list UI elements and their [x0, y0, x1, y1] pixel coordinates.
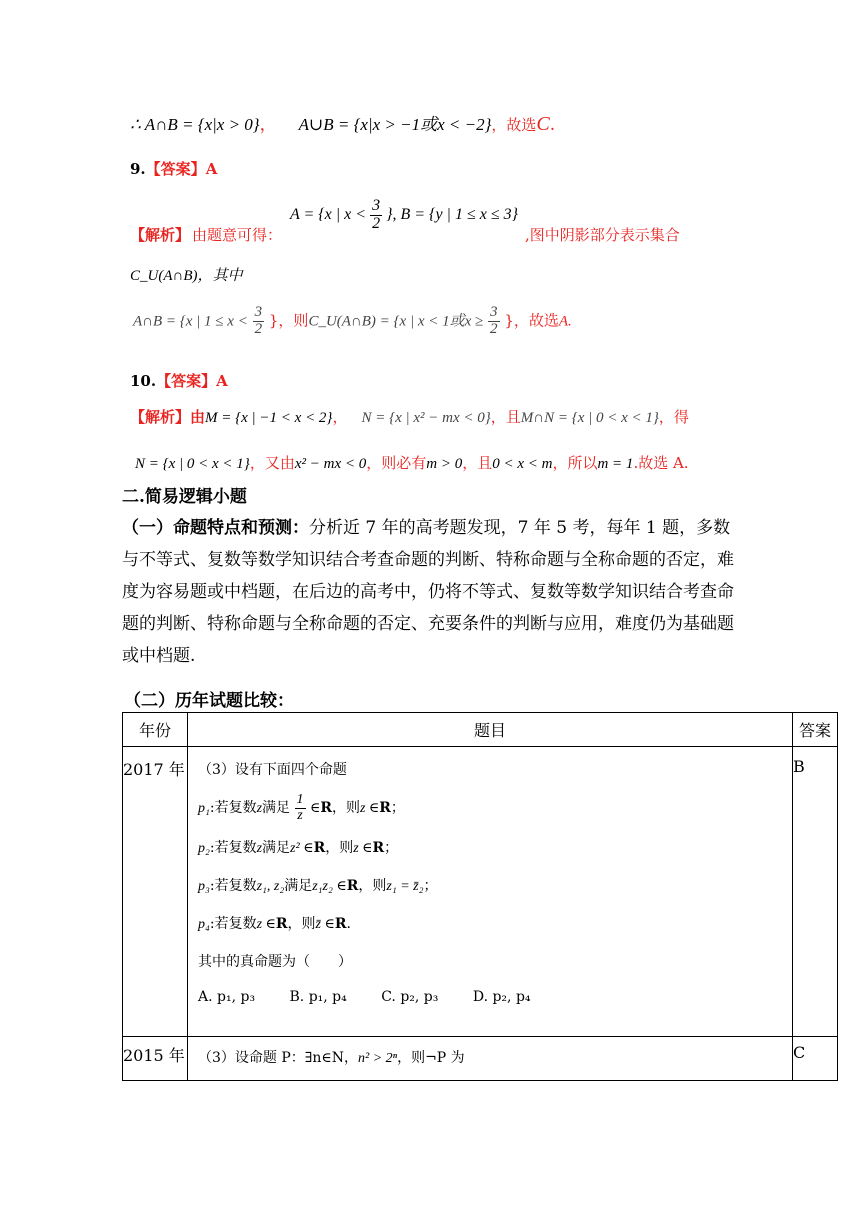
option-c: C. p₂, p₃: [381, 989, 439, 1006]
header-answer: 答案: [793, 713, 838, 747]
prop-p1: [198, 793, 782, 823]
q10-intersection: M∩N = {x | 0 < x < 1}: [520, 410, 659, 426]
q9-set-a: A = {x | x <: [290, 205, 367, 223]
q10-also: ，又由: [249, 454, 295, 472]
option-d: D. p₂, p₄: [472, 989, 531, 1006]
table-row: [123, 1037, 838, 1081]
p3-label: p₃: [198, 879, 210, 895]
q10-and2: ，且: [462, 454, 493, 472]
subsection-2-label: （二）历年试题比较：: [124, 691, 294, 711]
option-b: B. p₁, p₄: [289, 989, 347, 1006]
q9-line3-frac2-num: 3: [490, 304, 498, 320]
p2-R: R: [313, 840, 326, 857]
p3-text: :若复数: [209, 878, 257, 895]
p3-end: ；: [423, 878, 438, 895]
p1-end: ；: [390, 800, 405, 817]
p1-frac-num: 1: [296, 792, 304, 807]
p2-text: :若复数: [209, 840, 257, 857]
q10-set-m: M = {x | −1 < x < 2}: [205, 410, 333, 426]
p4-then: ，则: [287, 916, 316, 933]
table-header-row: [123, 713, 838, 747]
row-year: 2017 年: [123, 747, 188, 1037]
q9-complement: C_U(A∩B)，其中: [130, 268, 243, 284]
row-answer: C: [793, 1037, 838, 1081]
p2-R2: R: [372, 840, 385, 857]
p1-text: :若复数: [209, 800, 257, 817]
q9-choice: A.: [558, 313, 572, 330]
q10-line1: [130, 406, 689, 427]
q2015-expr: n² > 2ⁿ: [358, 1051, 398, 1066]
p1-z: z: [256, 801, 263, 817]
q10-number: 10.: [130, 372, 157, 390]
intersection-expr: ∴ A∩B = {x|x > 0}: [130, 115, 260, 134]
p3-concl: z₁ = z̄₂: [386, 879, 424, 895]
table-row: [123, 747, 838, 1037]
q9-intersection: A∩B = {x | 1 ≤ x <: [133, 313, 248, 330]
q9-answer: A: [205, 160, 218, 178]
union-expr: A∪B = {x|x > −1或x < −2}: [298, 115, 492, 134]
choice-letter: C: [536, 113, 550, 135]
row-year: 2015 年: [123, 1037, 188, 1081]
p1-frac-den: z: [297, 807, 303, 823]
p2-end: ；: [384, 840, 399, 857]
q9-frac-num: 3: [372, 197, 381, 214]
q10-range: 0 < x < m: [492, 456, 553, 472]
p4-R2: R: [334, 916, 347, 933]
q10-n-result: N = {x | 0 < x < 1}: [135, 456, 250, 472]
p2-mid: 满足: [262, 840, 291, 857]
q9-set-b: }, B = {y | 1 ≤ x ≤ 3}: [386, 205, 519, 223]
p4-R: R: [275, 916, 288, 933]
p1-frac: [295, 793, 306, 823]
p2-label: p₂: [198, 841, 210, 857]
header-question: 题目: [188, 713, 793, 747]
header-year: 年份: [123, 713, 188, 747]
subsection-1-text: 分析近 7 年的高考题发现，7 年 5 考，每年 1 题，多数与不等式、复数等数学知识结合考查命题的判断、特称命题与全称命题的否定，难度为容易题或中档题，在后边的高考中，仍将不等式、复数等数学知识结合考查命题的判断、特称命题与全称命题的否定、充要条件的判断与应用，难度仍为基础题或中档题.: [122, 518, 734, 666]
q10-m-val: m = 1: [597, 456, 634, 472]
p4-concl: z̄ ∈: [315, 917, 335, 933]
q9-analysis-lead: 由题意可得：: [192, 226, 283, 244]
q9-then: }，则: [268, 311, 309, 330]
p4-label: p₄: [198, 917, 210, 933]
q9-frac: [370, 198, 382, 233]
q10-line2: [135, 452, 689, 473]
q10-and: ，且: [490, 408, 521, 426]
q9-line3-frac-den: 2: [254, 320, 263, 337]
p1-concl: z ∈: [359, 801, 380, 817]
p1-R2: R: [379, 800, 391, 817]
p1-mid: 满足: [262, 800, 291, 817]
q9-choice-lead: }，故选: [504, 311, 559, 330]
p1-R: R: [320, 800, 332, 817]
history-table: [122, 712, 838, 1081]
q10-choice: .故选 A.: [633, 454, 689, 472]
separator: ，: [259, 115, 277, 135]
q10-ineq: x² − mx < 0: [294, 456, 367, 472]
q-intro: （3）设有下面四个命题: [198, 762, 347, 778]
q9-line3-frac2: [488, 305, 500, 338]
choice-lead: ，故选: [491, 116, 537, 134]
q9-line3: [133, 305, 572, 338]
p4-end: .: [346, 916, 351, 933]
row-answer: B: [793, 747, 838, 1037]
q9-line3-frac: [253, 305, 265, 338]
p3-then: ，则: [358, 878, 387, 895]
p3-R: R: [346, 878, 359, 895]
p1-then: ，则: [331, 800, 360, 817]
q10-answer-tag: 【答案】: [156, 372, 217, 390]
row-question: [188, 747, 793, 1037]
q9-analysis-tag: 【解析】: [130, 226, 191, 244]
q9-answer-tag: 【答案】: [145, 160, 206, 178]
option-a: A. p₁, p₃: [198, 989, 256, 1006]
section-heading: 二.简易逻辑小题: [122, 487, 247, 507]
p4-text: :若复数: [209, 916, 257, 933]
p2-concl: z ∈: [353, 841, 373, 857]
p2-then: ，则: [325, 840, 354, 857]
q2015-text-b: ，则¬P 为: [397, 1050, 465, 1066]
q10-so: ，所以: [552, 454, 598, 472]
q9-set-expr: [290, 198, 518, 233]
q2015-text-a: （3）设命题 P：∃n∈N，: [198, 1050, 359, 1066]
q-ask: 其中的真命题为（ ）: [198, 954, 352, 971]
q9-complement-result: C_U(A∩B) = {x | x < 1或x ≥: [308, 313, 484, 330]
q9-frac-den: 2: [372, 214, 381, 232]
q10-sep: ，: [332, 408, 348, 426]
q10-get: ，得: [658, 408, 689, 426]
prev-line: [130, 110, 555, 136]
subsection-1-label: （一）命题特点和预测：: [122, 518, 309, 538]
q9-number: 9.: [130, 160, 146, 178]
q10-analysis-lead: 【解析】由: [130, 408, 206, 426]
p3-z: z₁, z₂: [256, 879, 285, 895]
q9-answer-line: [130, 158, 217, 179]
p3-expr: z₁z₂ ∈: [312, 879, 347, 895]
q10-m-pos: m > 0: [426, 456, 463, 472]
prop-p4: [198, 913, 782, 933]
row-question: [188, 1037, 793, 1081]
p3-mid: 满足: [284, 878, 313, 895]
q9-line3-frac-num: 3: [254, 304, 263, 320]
p4-expr: z ∈: [256, 917, 276, 933]
q10-answer: A: [216, 372, 228, 390]
choice-dot: .: [549, 115, 556, 135]
q9-line2: [130, 264, 243, 285]
prop-p2: [198, 837, 782, 857]
prop-p3: [198, 875, 782, 895]
p2-z: z: [256, 841, 263, 857]
options: [198, 989, 782, 1005]
q10-set-n: N = {x | x² − mx < 0}: [361, 410, 491, 426]
q9-trail: ,图中阴影部分表示集合: [525, 226, 680, 244]
p1-in: ∈: [309, 800, 321, 817]
q9-line3-frac2-den: 2: [490, 320, 498, 337]
q10-must: ，则必有: [366, 454, 427, 472]
p2-expr: z² ∈: [290, 841, 314, 857]
q10-answer-line: [130, 370, 228, 391]
p1-label: p₁: [198, 801, 210, 817]
section-paragraph: [122, 512, 742, 672]
